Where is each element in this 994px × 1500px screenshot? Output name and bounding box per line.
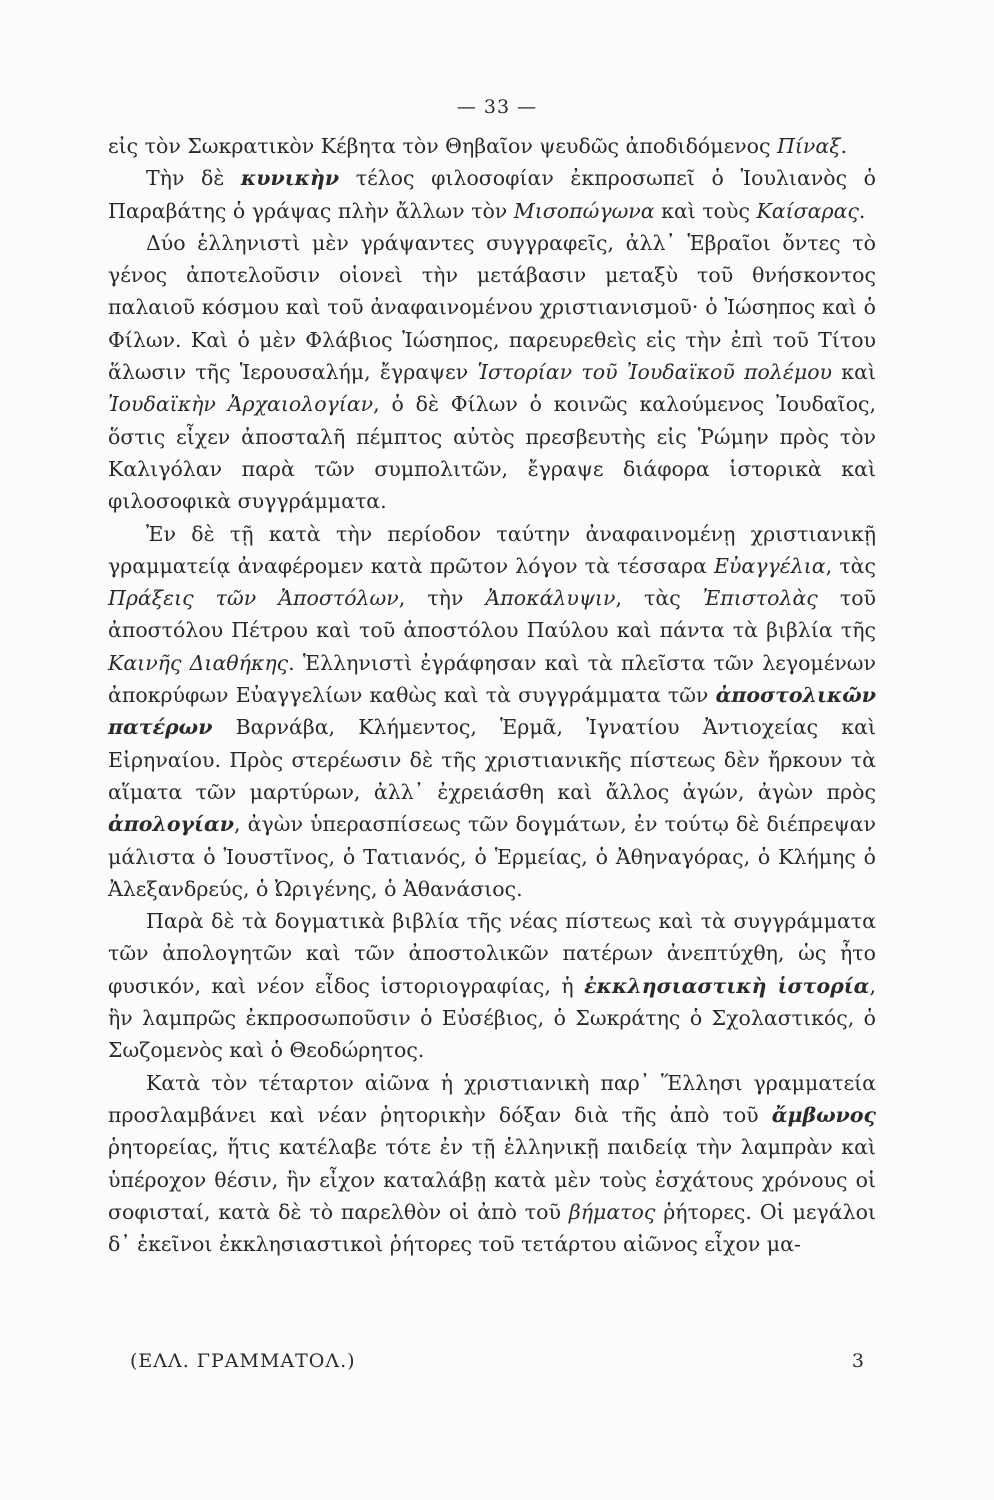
signature-number: 3 (851, 1350, 864, 1372)
paragraph (108, 1067, 876, 1261)
emphasized-text: ἄμβωνος (771, 1102, 876, 1127)
text-run: Ἐν δὲ τῇ κατὰ τὴν περίοδον ταύτην ἀναφαινομένῃ χριστιανικῇ γραμματείᾳ ἀναφέρομεν κατὰ πρῶτον λόγον τὰ τέσσαρα (108, 521, 876, 578)
emphasized-text: Πράξεις τῶν Ἀποστόλων (108, 586, 399, 611)
text-run: Κατὰ τὸν τέταρτον αἰῶνα ἡ χριστιανικὴ παρ᾽ Ἕλλησι γραμματεία προσλαμβάνει καὶ νέαν ῥητορικὴν δόξαν διὰ τῆς ἀπὸ τοῦ (108, 1070, 876, 1127)
text-run: , ἣν λαμπρῶς ἐκπροσωποῦσιν ὁ Εὐσέβιος, ὁ Σωκράτης ὁ Σχολαστικός, ὁ Σωζομενὸς καὶ ὁ Θεοδώρητος. (108, 973, 876, 1063)
text-run: εἰς τὸν Σωκρατικὸν Κέβητα τὸν Θηβαῖον ψευδῶς ἀποδιδόμενος (108, 134, 778, 158)
text-run: καὶ τοὺς (654, 198, 757, 223)
text-run: Τὴν δὲ (146, 166, 241, 191)
paragraph (108, 130, 876, 162)
emphasized-text: ἐκκλησιαστικὴ ἱστορία (584, 973, 870, 998)
text-run: τέλος φιλοσοφίαν ἐκπροσωπεῖ ὁ Ἰουλιανὸς ὁ Παραβάτης ὁ γράψας πλὴν ἄλλων τὸν (108, 166, 876, 223)
body-text (108, 130, 876, 1260)
text-run: , ἀγὼν ὑπερασπίσεως τῶν δογμάτων, ἐν τούτῳ δὲ διέπρεψαν μάλιστα ὁ Ἰουστῖνος, ὁ Τατιανός, ὁ Ἑρμείας, ὁ Ἀθηναγόρας, ὁ Κλήμης ὁ Ἀλεξανδρεύς, ὁ Ὠριγένης, ὁ Ἀθανάσιος. (108, 812, 876, 901)
paragraph (108, 518, 876, 906)
text-run: Παρὰ δὲ τὰ δογματικὰ βιβλία τῆς νέας πίστεως καὶ τὰ συγγράμματα τῶν ἀπολογητῶν καὶ τῶν ἀποστολικῶν πατέρων ἀνεπτύχθη, ὡς ἦτο φυσικόν, καὶ νέον εἶδος ἱστοριογραφίας, ἡ (108, 909, 876, 998)
text-run: . Ἑλληνιστὶ ἐγράφησαν καὶ τὰ πλεῖστα τῶν λεγομένων ἀποκρύφων Εὐαγγελίων καθὼς καὶ τὰ συγγράμματα τῶν (108, 650, 876, 708)
text-run: Βαρνάβα, Κλήμεντος, Ἑρμᾶ, Ἰγνατίου Ἀντιοχείας καὶ Εἰρηναίου. Πρὸς στερέωσιν δὲ τῆς χριστιανικῆς πίστεως δὲν ἤρκουν τὰ αἵματα τῶν μαρτύρων, ἀλλ᾽ ἐχρειάσθη καὶ ἄλλος ἀγών, ἀγὼν πρὸς (108, 715, 876, 804)
text-run: καὶ (832, 360, 876, 385)
emphasized-text: Ἀποκάλυψιν (485, 586, 616, 611)
paragraph (108, 227, 876, 518)
text-run: ῥήτορες. Οἱ μεγάλοι δ᾽ ἐκεῖνοι ἐκκλησιαστικοὶ ῥήτορες τοῦ τετάρτου αἰῶνος εἶχον μα- (108, 1199, 876, 1257)
text-run: Δύο ἑλληνιστὶ μὲν γράψαντες συγγραφεῖς, ἀλλ᾽ Ἑβραῖοι ὄντες τὸ γένος ἀποτελοῦσιν οἱονεὶ τὴν μετάβασιν μεταξὺ τοῦ θνήσκοντος παλαιοῦ κόσμου καὶ τοῦ ἀναφαινομένου χριστιανισμοῦ· ὁ Ἰώσηπος καὶ ὁ Φίλων. Καὶ ὁ μὲν Φλάβιος Ἰώσηπος, παρευρεθεὶς εἰς τὴν ἐπὶ τοῦ Τίτου ἅλωσιν τῆς Ἱερουσαλήμ, ἔγραψεν (108, 230, 876, 385)
signature-mark: (ΕΛΛ. ΓΡΑΜΜΑΤΟΛ.) (130, 1350, 356, 1372)
text-run: . (840, 134, 848, 158)
text-run: , τὰς (615, 586, 703, 611)
emphasized-text: Εὐαγγέλια (714, 553, 826, 578)
emphasized-text: ἀπολογίαν (108, 812, 234, 837)
text-run: . (858, 198, 866, 223)
emphasized-text: κυνικὴν (240, 166, 340, 191)
emphasized-text: Ἱστορίαν τοῦ Ἰουδαϊκοῦ πολέμου (477, 360, 832, 385)
emphasized-text: ἀποστολικῶν πατέρων (108, 683, 876, 740)
emphasized-text: Ἐπιστολὰς (702, 586, 818, 611)
text-run: ῥητορείας, ἥτις κατέλαβε τότε ἐν τῇ ἑλληνικῇ παιδείᾳ τὴν λαμπρὰν καὶ ὑπέροχον θέσιν, ἣν εἶχον καταλάβῃ κατὰ μὲν τοὺς ἐσχάτους χρόνους οἱ σοφισταί, κατὰ δὲ τὸ παρελθὸν οἱ ἀπὸ τοῦ (108, 1135, 876, 1224)
paragraph (108, 905, 876, 1066)
text-run: , τὰς (825, 553, 876, 578)
page-footer (108, 1350, 876, 1372)
emphasized-text: Καίσαρας (756, 198, 859, 223)
emphasized-text: βήματος (568, 1199, 656, 1224)
page-number: — 33 — (456, 96, 538, 118)
emphasized-text: Ἰουδαϊκὴν Ἀρχαιολογίαν (108, 392, 374, 417)
emphasized-text: Πίναξ (777, 134, 841, 158)
emphasized-text: Καινῆς Διαθήκης (108, 650, 289, 675)
paragraph (108, 162, 876, 227)
text-run: , τὴν (398, 586, 486, 611)
text-run: τοῦ ἀποστόλου Πέτρου καὶ τοῦ ἀποστόλου Παύλου καὶ πάντα τὰ βιβλία τῆς (108, 586, 877, 643)
emphasized-text: Μισοπώγωνα (513, 198, 655, 223)
text-run: , ὁ δὲ Φίλων ὁ κοινῶς καλούμενος Ἰουδαῖος, ὅστις εἶχεν ἀποσταλῆ πέμπτος αὐτὸς πρεσβευτὴς εἰς Ῥώμην πρὸς τὸν Καλιγόλαν παρὰ τῶν συμπολιτῶν, ἔγραψε διάφορα ἱστορικὰ καὶ φιλοσοφικὰ συγγράμματα. (108, 392, 877, 514)
